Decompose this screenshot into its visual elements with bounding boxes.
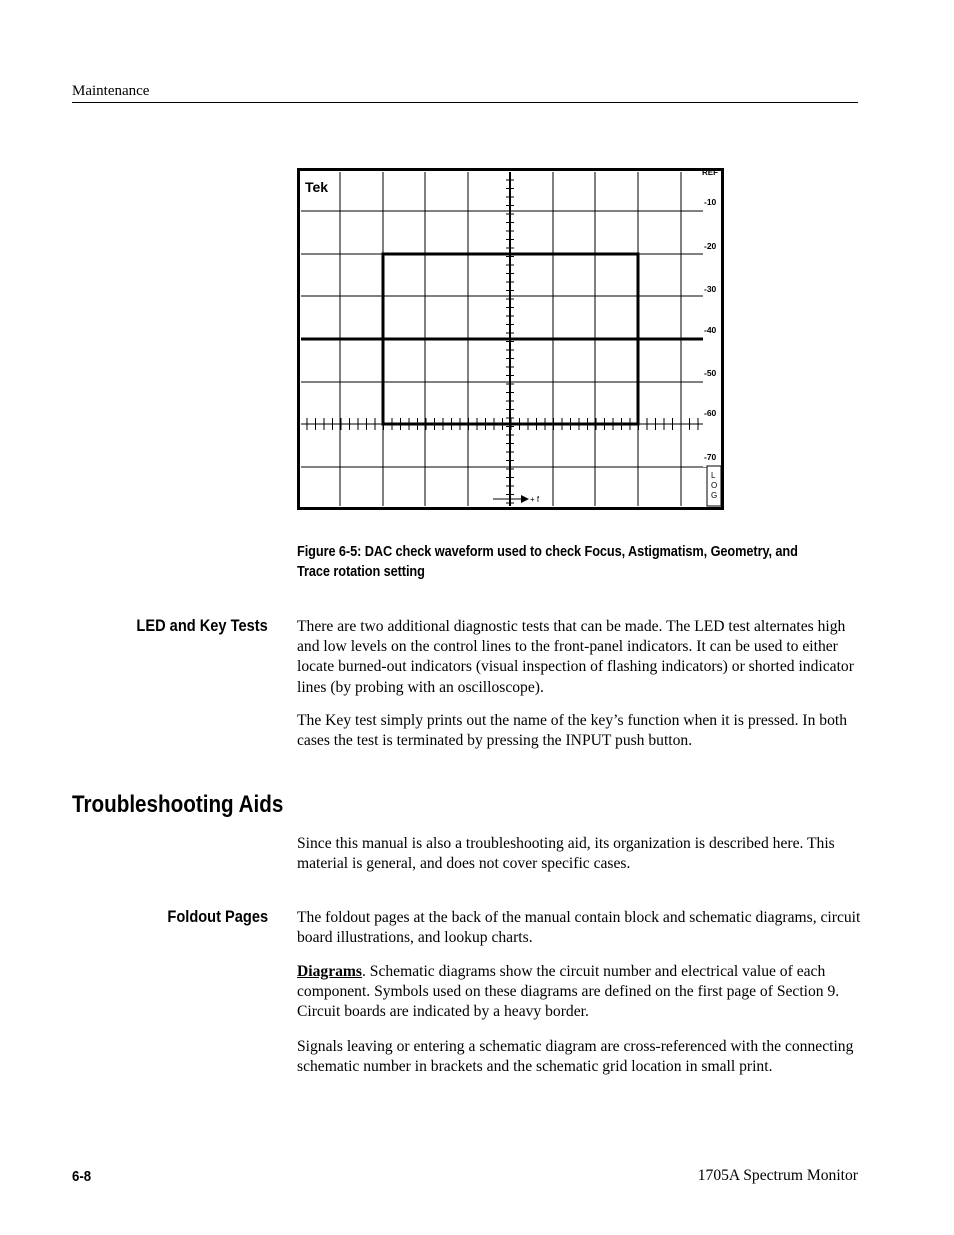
scale-label-ref: REF (702, 168, 718, 177)
heading-foldout-pages: Foldout Pages (167, 907, 268, 926)
diagrams-text: . Schematic diagrams show the circuit number and electrical value of each component. Symbols used on these diagrams are defined on the first page of Section 9. Circuit boards are indicated by a heavy border. (297, 963, 840, 1021)
figure-waveform-screen (297, 168, 724, 510)
heading-troubleshooting-aids: Troubleshooting Aids (72, 791, 284, 818)
scale-box-letter-1: O (711, 481, 718, 490)
paragraph-signals: Signals leaving or entering a schematic diagram are cross-referenced with the connecting schematic number in brackets and the schematic grid location in small print. (297, 1038, 854, 1076)
heading-led-key-tests: LED and Key Tests (136, 616, 268, 635)
scale-label-2: -30 (704, 284, 717, 294)
header-rule (72, 102, 858, 103)
figure-caption: Figure 6-5: DAC check waveform used to check Focus, Astigmatism, Geometry, and Trace rotation setting (297, 544, 798, 580)
paragraph-troubleshooting: Since this manual is also a troubleshooting aid, its organization is described here. This material is general, and does not cover specific cases. (297, 835, 835, 873)
running-head: Maintenance (72, 83, 150, 99)
diagrams-term: Diagrams (297, 963, 362, 980)
document-title: 1705A Spectrum Monitor (697, 1167, 858, 1184)
paragraph-diagrams (297, 962, 863, 1023)
axis-marker-label: + f (530, 495, 540, 504)
scale-box-letter-0: L (711, 471, 716, 480)
scale-label-0: -10 (704, 197, 717, 207)
scale-label-6: -70 (704, 452, 717, 462)
paragraph-key-test: The Key test simply prints out the name of the key’s function when it is pressed. In both cases the test is terminated by pressing the INPUT push button. (297, 712, 848, 750)
page-number: 6-8 (72, 1168, 92, 1185)
scale-label-4: -50 (704, 368, 717, 378)
paragraph-led-test: There are two additional diagnostic tests that can be made. The LED test alternates high and low levels on the control lines to the front-panel indicators. It can be used to either locate burned-out indicators (visual inspection of flashing indicators) or shorted indicator lines (by probing with an oscilloscope). (297, 618, 854, 696)
scale-label-3: -40 (704, 325, 717, 335)
screen-label-tek: Tek (305, 179, 329, 195)
paragraph-foldout: The foldout pages at the back of the manual contain block and schematic diagrams, circuit board illustrations, and lookup charts. (297, 909, 861, 947)
scale-box-letter-2: G (711, 491, 718, 500)
scale-label-5: -60 (704, 408, 717, 418)
scale-label-1: -20 (704, 241, 717, 251)
